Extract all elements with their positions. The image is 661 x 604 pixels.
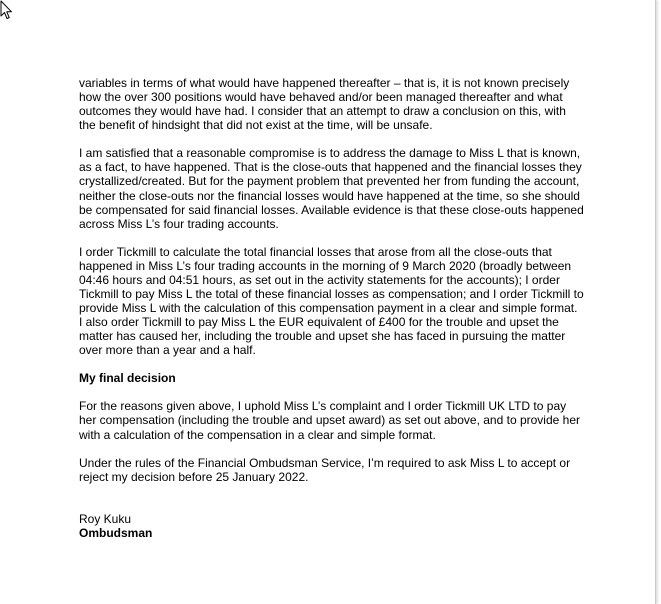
- paragraph-compromise: I am satisfied that a reasonable compromise is to address the damage to Miss L that is known, as a fact, to have happened. That is the close-outs that happened and the financial losses they crystallized/created. But for the payment problem that prevented her from funding the account, neither the close-outs nor the financial losses would have happened at the time, so she should be compensated for said financial losses. Available evidence is that these close-outs happened across Miss L’s four trading accounts.: [79, 146, 584, 231]
- paragraph-uphold: For the reasons given above, I uphold Miss L’s complaint and I order Tickmill UK LTD to pay her compensation (including the trouble and upset award) as set out above, and to provide her with a calculation of the compensation in a clear and simple format.: [79, 399, 580, 442]
- signature-block: [79, 512, 584, 540]
- final-decision-heading: My final decision: [79, 371, 176, 386]
- document-body: [79, 76, 584, 540]
- paragraph-hindsight: variables in terms of what would have happened thereafter – that is, it is not known precisely how the over 300 positions would have behaved and/or been managed thereafter and what outcomes they would have had. I consider that an attempt to draw a conclusion on this, with the benefit of hindsight that did not exist at the time, will be unsafe.: [79, 76, 570, 133]
- signature-name: Roy Kuku: [79, 511, 132, 526]
- paragraph-order: I order Tickmill to calculate the total financial losses that arose from all the close-outs that happened in Miss L’s four trading accounts in the morning of 9 March 2020 (broadly between 04:46 hours and 04:51 hours, as set out in the activity statements for the accounts); I order Tickmill to pay Miss L the total of these financial losses as compensation; and I order Tickmill to provide Miss L with the calculation of this compensation payment in a clear and simple format. I also order Tickmill to pay Miss L the EUR equivalent of £400 for the trouble and upset the matter has caused her, including the trouble and upset she has faced in pursuing the matter over more than a year and a half.: [79, 244, 584, 358]
- paragraph-rules: Under the rules of the Financial Ombudsman Service, I’m required to ask Miss L to accept or reject my decision before 25 January 2022.: [79, 455, 571, 484]
- mouse-pointer-icon: [0, 0, 14, 20]
- signature-role: Ombudsman: [79, 525, 153, 540]
